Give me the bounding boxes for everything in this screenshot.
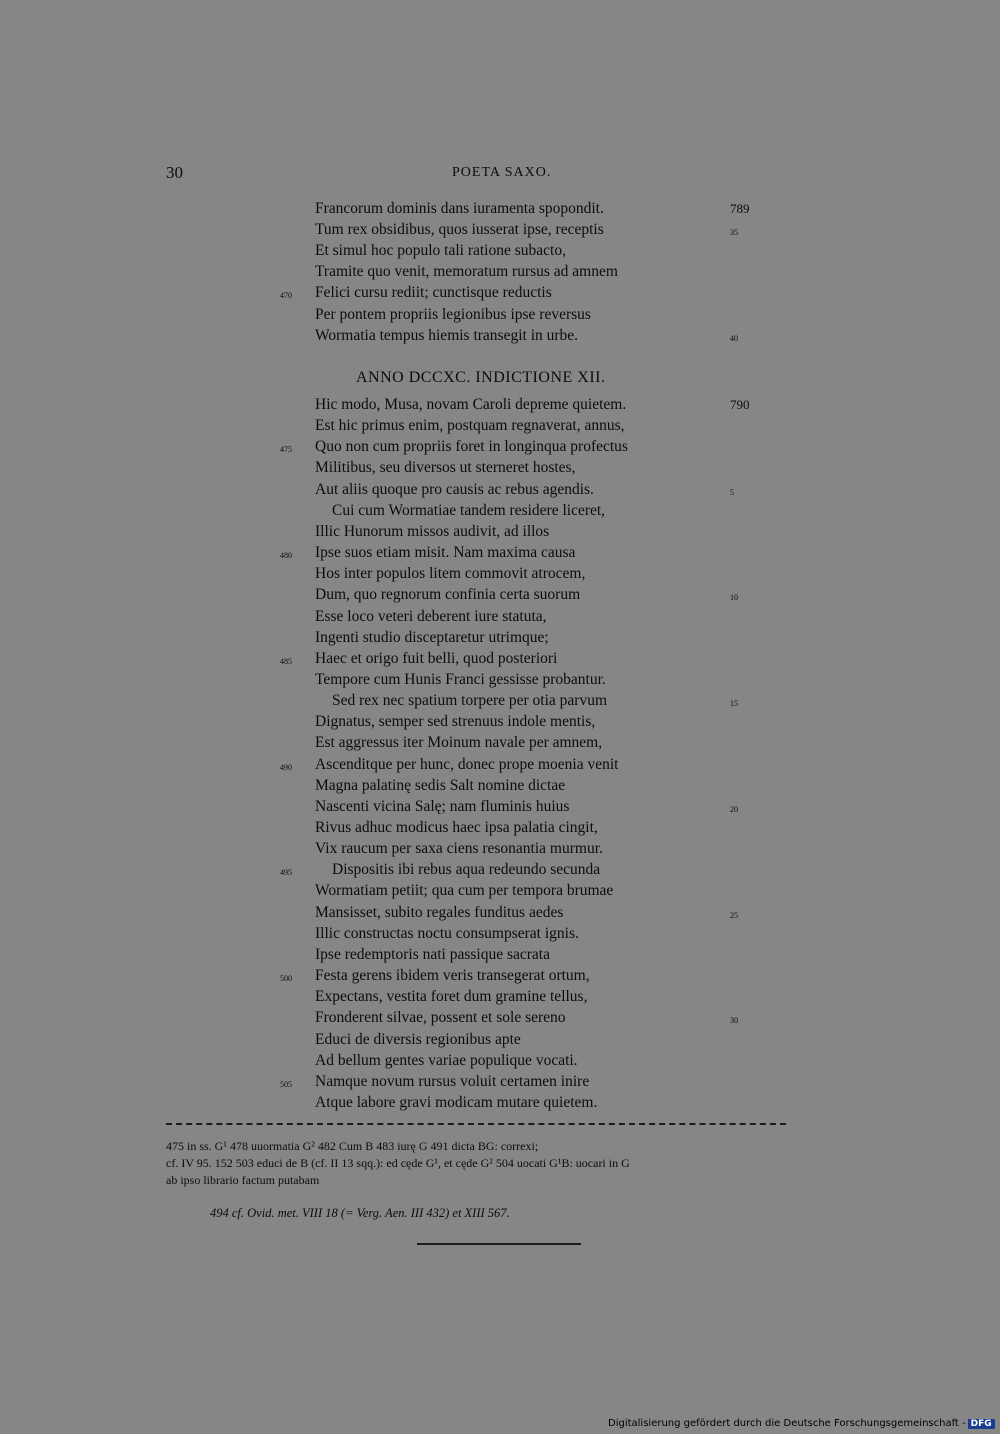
verse-text: Illic Hunorum missos audivit, ad illos xyxy=(315,522,550,540)
verse-line xyxy=(0,734,1000,755)
critical-apparatus xyxy=(166,1138,838,1189)
verse-text: Felici cursu rediit; cunctisque reductis xyxy=(315,284,552,302)
margin-number: 10 xyxy=(730,593,738,603)
verse-line xyxy=(0,284,1000,305)
verse-text: Et simul hoc populo tali ratione subacto, xyxy=(315,242,566,260)
verse-text: Vix raucum per saxa ciens resonantia murmur. xyxy=(315,840,603,858)
verse-text: Dum, quo regnorum confinia certa suorum xyxy=(315,586,581,604)
verse-text: Quo non cum propriis foret in longinqua profectus xyxy=(315,438,628,456)
verse-line xyxy=(0,242,1000,263)
verse-line xyxy=(0,861,1000,882)
verse-line xyxy=(0,777,1000,798)
verse-line xyxy=(0,904,1000,925)
verse-line xyxy=(0,967,1000,988)
verse-line xyxy=(0,882,1000,903)
verse-line xyxy=(0,1073,1000,1094)
verse-text: Ipse redemptoris nati passique sacrata xyxy=(315,945,550,963)
margin-number: 15 xyxy=(730,699,738,709)
verse-line xyxy=(0,396,1000,417)
verse-line xyxy=(0,459,1000,480)
margin-number: 5 xyxy=(730,487,734,497)
verse-text: Fronderent silvae, possent et sole sereno xyxy=(315,1009,566,1027)
verse-text: Ipse suos etiam misit. Nam maxima causa xyxy=(315,544,576,562)
verse-line xyxy=(0,438,1000,459)
verse-text: Educi de diversis regionibus apte xyxy=(315,1030,521,1048)
verse-text: Illic constructas noctu consumpserat ignis. xyxy=(315,924,579,942)
verse-line xyxy=(0,1094,1000,1115)
verse-line xyxy=(0,692,1000,713)
verse-number: 495 xyxy=(280,868,292,878)
verse-line xyxy=(0,925,1000,946)
sources-note: 494 cf. Ovid. met. VIII 18 (= Verg. Aen. III 432) et XIII 567. xyxy=(210,1206,510,1220)
verse-text: Wormatiam petiit; qua cum per tempora brumae xyxy=(315,882,614,900)
dfg-logo: DFG xyxy=(968,1419,995,1429)
verse-number: 500 xyxy=(280,974,292,984)
page-number: 30 xyxy=(166,163,183,182)
apparatus-line: ab ipso librario factum putabam xyxy=(166,1173,320,1187)
running-title: POETA SAXO. xyxy=(452,165,552,180)
verse-line xyxy=(0,502,1000,523)
verse-text: Festa gerens ibidem veris transegerat ortum, xyxy=(315,967,590,985)
margin-number: 790 xyxy=(730,397,750,412)
verse-number: 480 xyxy=(280,551,292,561)
verse-line xyxy=(0,629,1000,650)
verse-text: Expectans, vestita foret dum gramine tellus, xyxy=(315,988,588,1006)
verse-text: Ascenditque per hunc, donec prope moenia venit xyxy=(315,755,619,773)
verse-line xyxy=(0,221,1000,242)
verse-line xyxy=(0,608,1000,629)
footer-credit xyxy=(608,1418,995,1429)
verse-line xyxy=(0,565,1000,586)
verse-text: Cui cum Wormatiae tandem residere liceret, xyxy=(332,501,606,519)
verse-text: Ingenti studio disceptaretur utrimque; xyxy=(315,628,549,646)
verse-number: 505 xyxy=(280,1079,292,1089)
verse-line xyxy=(0,523,1000,544)
verse-text: Mansisset, subito regales funditus aedes xyxy=(315,903,564,921)
verse-line xyxy=(0,819,1000,840)
verse-text: Per pontem propriis legionibus ipse reversus xyxy=(315,305,591,323)
verse-line xyxy=(0,327,1000,348)
verse-number: 490 xyxy=(280,762,292,772)
verse-line xyxy=(0,1009,1000,1030)
verse-text: Magna palatinę sedis Salt nomine dictae xyxy=(315,776,566,794)
verse-text: Wormatia tempus hiemis transegit in urbe. xyxy=(315,326,579,344)
apparatus-line: 475 in ss. G¹ 478 uuormatia G² 482 Cum B 483 iurę G 491 dicta BG: correxi; xyxy=(166,1139,539,1153)
verse-text: Dignatus, semper sed strenuus indole mentis, xyxy=(315,713,596,731)
verse-line xyxy=(0,417,1000,438)
margin-number: 40 xyxy=(730,333,738,343)
footer-credit-text: Digitalisierung gefördert durch die Deutsche Forschungsgemeinschaft - xyxy=(608,1418,966,1429)
verse-text: Rivus adhuc modicus haec ipsa palatia cingit, xyxy=(315,819,598,836)
verse-text: Tramite quo venit, memoratum rursus ad amnem xyxy=(315,263,618,281)
verse-text: Francorum dominis dans iuramenta spopondit. xyxy=(315,200,604,217)
verse-text: Tum rex obsidibus, quos iusserat ipse, receptis xyxy=(315,221,604,239)
margin-number: 35 xyxy=(730,228,738,238)
verse-text: Est aggressus iter Moinum navale per amnem, xyxy=(315,734,603,752)
verse-line xyxy=(0,306,1000,327)
margin-number: 30 xyxy=(730,1016,738,1026)
verse-line xyxy=(0,200,1000,221)
verse-number: 470 xyxy=(280,291,292,301)
verse-line xyxy=(0,650,1000,671)
verse-text: Ad bellum gentes variae populique vocati. xyxy=(315,1051,578,1069)
verse-line xyxy=(0,1052,1000,1073)
verse-line xyxy=(0,263,1000,284)
verse-line xyxy=(0,713,1000,734)
verse-text: Dispositis ibi rebus aqua redeundo secunda xyxy=(332,861,601,879)
verse-line xyxy=(0,988,1000,1009)
margin-number: 25 xyxy=(730,910,738,920)
verse-text: Sed rex nec spatium torpere per otia parvum xyxy=(332,692,608,710)
verse-text: Est hic primus enim, postquam regnaverat, annus, xyxy=(315,417,625,435)
verse-number: 475 xyxy=(280,445,292,455)
verse-line xyxy=(0,671,1000,692)
verse-line xyxy=(0,544,1000,565)
verse-line xyxy=(0,840,1000,861)
verse-line xyxy=(0,586,1000,607)
verse-text: Hos inter populos litem commovit atrocem, xyxy=(315,565,586,583)
verse-text: Aut aliis quoque pro causis ac rebus agendis. xyxy=(315,480,594,498)
verse-line xyxy=(0,946,1000,967)
verse-text: Esse loco veteri deberent iure statuta, xyxy=(315,607,547,625)
verse-text: Atque labore gravi modicam mutare quietem. xyxy=(315,1093,598,1111)
verse-text: Hic modo, Musa, novam Caroli depreme quietem. xyxy=(315,396,627,413)
verse-line xyxy=(0,481,1000,502)
verse-text: Militibus, seu diversos ut sterneret hostes, xyxy=(315,459,576,477)
apparatus-rule xyxy=(166,1123,786,1125)
verse-text: Namque novum rursus voluit certamen inire xyxy=(315,1072,590,1090)
verse-text: Nascenti vicina Salę; nam fluminis huius xyxy=(315,797,570,815)
verse-line xyxy=(0,756,1000,777)
section-heading: ANNO DCCXC. INDICTIONE XII. xyxy=(356,369,606,386)
margin-number: 20 xyxy=(730,804,738,814)
verse-line xyxy=(0,1031,1000,1052)
apparatus-line: cf. IV 95. 152 503 educi de B (cf. II 13 sqq.): ed cęde G¹, et cęde G² 504 uocati G¹B: uocari in G xyxy=(166,1156,630,1170)
verse-text: Haec et origo fuit belli, quod posteriori xyxy=(315,649,558,667)
margin-number: 789 xyxy=(730,201,750,216)
verse-line xyxy=(0,798,1000,819)
verse-number: 485 xyxy=(280,656,292,666)
verse-text: Tempore cum Hunis Franci gessisse probantur. xyxy=(315,670,606,688)
end-rule xyxy=(417,1243,581,1245)
